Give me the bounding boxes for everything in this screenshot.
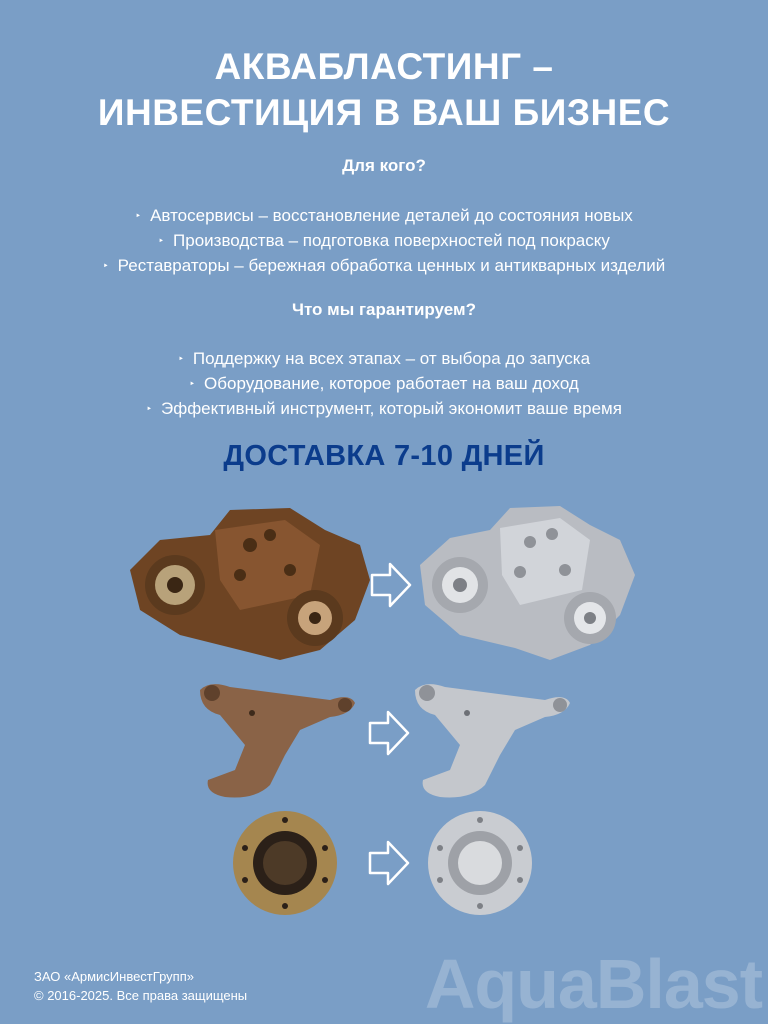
list-item: ‣ Производства – подготовка поверхностей под покраску [0,229,768,254]
list-item: ‣ Реставраторы – бережная обработка ценных и антикварных изделий [0,254,768,279]
title-line-1: АКВАБЛАСТИНГ – [214,46,554,87]
bullet-icon: ‣ [135,211,142,222]
title-line-2: ИНВЕСТИЦИЯ В ВАШ БИЗНЕС [97,92,671,133]
bullet-icon: ‣ [146,404,152,415]
delivery-banner: ДОСТАВКА 7-10 ДНЕЙ [223,440,545,472]
clean-gearbox-image [420,506,635,660]
arrow-right-icon [372,564,410,606]
clean-control-arm-image [415,684,570,797]
flange-before-after [225,808,545,918]
for-whom-heading: Для кого? [342,156,426,175]
for-whom-list [0,204,768,279]
company-name: ЗАО «АрмисИнвестГрупп» [34,969,194,984]
list-item: ‣ Поддержку на всех этапах – от выбора до запуска [0,347,768,372]
copyright: © 2016-2025. Все права защищены [34,988,248,1003]
list-item: ‣ Эффективный инструмент, который экономит ваше время [0,397,768,422]
guarantee-heading: Что мы гарантируем? [292,300,476,319]
bullet-icon: ‣ [158,236,165,247]
arrow-right-icon [370,712,408,754]
guarantee-list [0,347,768,422]
arrow-right-icon [370,842,408,884]
bullet-icon: ‣ [177,354,184,365]
list-item: ‣ Автосервисы – восстановление деталей до состояния новых [0,204,768,229]
bullet-icon: ‣ [102,261,109,272]
list-item: ‣ Оборудование, которое работает на ваш доход [0,372,768,397]
gearbox-before-after [120,500,650,670]
brand-watermark: AquaBlast [424,945,762,1023]
rusty-control-arm-image [200,684,355,797]
footer [34,967,247,1005]
rusty-flange-image [233,811,337,915]
control-arm-before-after [190,675,580,805]
clean-flange-image [428,811,532,915]
rusty-gearbox-image [130,508,370,660]
page-title [0,44,768,136]
bullet-icon: ‣ [189,379,196,390]
